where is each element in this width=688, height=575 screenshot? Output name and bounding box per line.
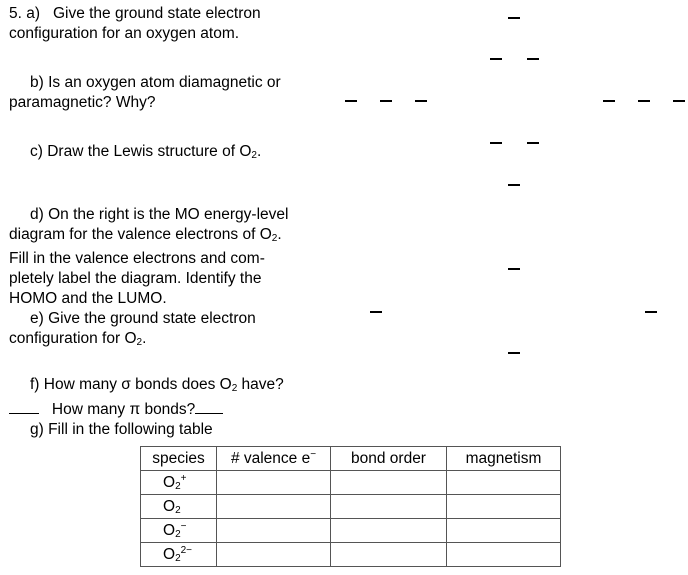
subscript: 2 [251,150,257,161]
valence-cell[interactable] [217,495,331,519]
table-row [141,519,561,543]
question-c [30,142,261,166]
mo-level-sigma-star-2p[interactable] [508,17,520,19]
question-5a [9,4,261,44]
superscript: − [180,521,187,532]
subscript: 2 [175,553,181,564]
question-e-line1: e) Give the ground state electron [30,310,256,327]
header-valence-text: # valence e [230,450,311,467]
superscript: − [310,449,317,460]
question-d-line3: Fill in the valence electrons and com- [9,250,265,267]
valence-cell[interactable] [217,471,331,495]
period: . [277,226,282,243]
question-d-e [9,205,288,353]
species-base: O [163,474,176,491]
pi-answer-blank[interactable] [195,399,223,414]
atomic-2p-right-c[interactable] [673,100,685,102]
atomic-2s-right[interactable] [645,311,657,313]
header-magnetism: magnetism [447,447,561,471]
magnetism-cell[interactable] [447,495,561,519]
header-valence [217,447,331,471]
species-cell [141,543,217,567]
question-f-line2 [9,399,284,420]
magnetism-cell[interactable] [447,543,561,567]
question-f-line1 [9,375,284,399]
table-row [141,543,561,567]
table-row [141,495,561,519]
bond-order-cell[interactable] [331,471,447,495]
species-base: O [163,498,176,515]
question-f-pi-text: How many π bonds? [51,401,196,418]
mo-level-pi-star-2p-b[interactable] [527,58,539,60]
question-c-text: c) Draw the Lewis structure of O [30,143,252,160]
question-e-line2-text: configuration for O [9,330,137,347]
question-f-have: have? [237,376,284,393]
header-bond-order: bond order [331,447,447,471]
question-d-line2 [9,225,288,249]
mo-level-sigma-2p[interactable] [508,184,520,186]
question-5a-line2: configuration for an oxygen atom. [9,25,240,42]
question-d-line1: d) On the right is the MO energy-level [30,206,289,223]
header-species: species [141,447,217,471]
subscript: 2 [175,505,181,516]
atomic-2p-right-a[interactable] [603,100,615,102]
question-b [9,73,281,113]
species-base: O [163,522,176,539]
magnetism-cell[interactable] [447,519,561,543]
mo-level-pi-star-2p-a[interactable] [490,58,502,60]
mo-level-pi-2p-b[interactable] [527,142,539,144]
superscript: + [180,473,187,484]
species-cell [141,471,217,495]
atomic-2p-left-a[interactable] [345,100,357,102]
magnetism-cell[interactable] [447,471,561,495]
atomic-2p-right-b[interactable] [638,100,650,102]
question-f-sigma-text: f) How many σ bonds does O [30,376,232,393]
question-f-g [9,375,284,440]
species-base: O [163,546,176,563]
species-cell [141,495,217,519]
bond-order-cell[interactable] [331,543,447,567]
question-d-line2-text: diagram for the valence electrons of O [9,226,272,243]
question-b-line1: b) Is an oxygen atom diamagnetic or [30,74,281,91]
mo-level-pi-2p-a[interactable] [490,142,502,144]
question-e-line2 [9,329,288,353]
subscript: 2 [136,337,143,348]
superscript: 2− [180,545,193,556]
bond-order-cell[interactable] [331,495,447,519]
period: . [256,143,262,160]
subscript: 2 [175,529,181,540]
period: . [142,330,147,347]
question-d-line4: pletely label the diagram. Identify the [9,270,262,287]
table-header-row [141,447,561,471]
atomic-2p-left-c[interactable] [415,100,427,102]
species-table [140,446,561,567]
subscript: 2 [175,481,181,492]
valence-cell[interactable] [217,543,331,567]
subscript: 2 [271,233,278,244]
valence-cell[interactable] [217,519,331,543]
atomic-2p-left-b[interactable] [380,100,392,102]
mo-level-sigma-star-2s[interactable] [508,268,520,270]
sigma-answer-blank[interactable] [9,399,39,414]
question-5a-line1: Give the ground state electron [52,5,261,22]
question-g-line: g) Fill in the following table [30,421,213,438]
subscript: 2 [231,383,238,394]
question-label: 5. a) [9,5,41,22]
table-row [141,471,561,495]
species-cell [141,519,217,543]
question-d-line5: HOMO and the LUMO. [9,290,167,307]
bond-order-cell[interactable] [331,519,447,543]
mo-level-sigma-2s[interactable] [508,352,520,354]
atomic-2s-left[interactable] [370,311,382,313]
question-b-line2: paramagnetic? Why? [9,94,156,111]
